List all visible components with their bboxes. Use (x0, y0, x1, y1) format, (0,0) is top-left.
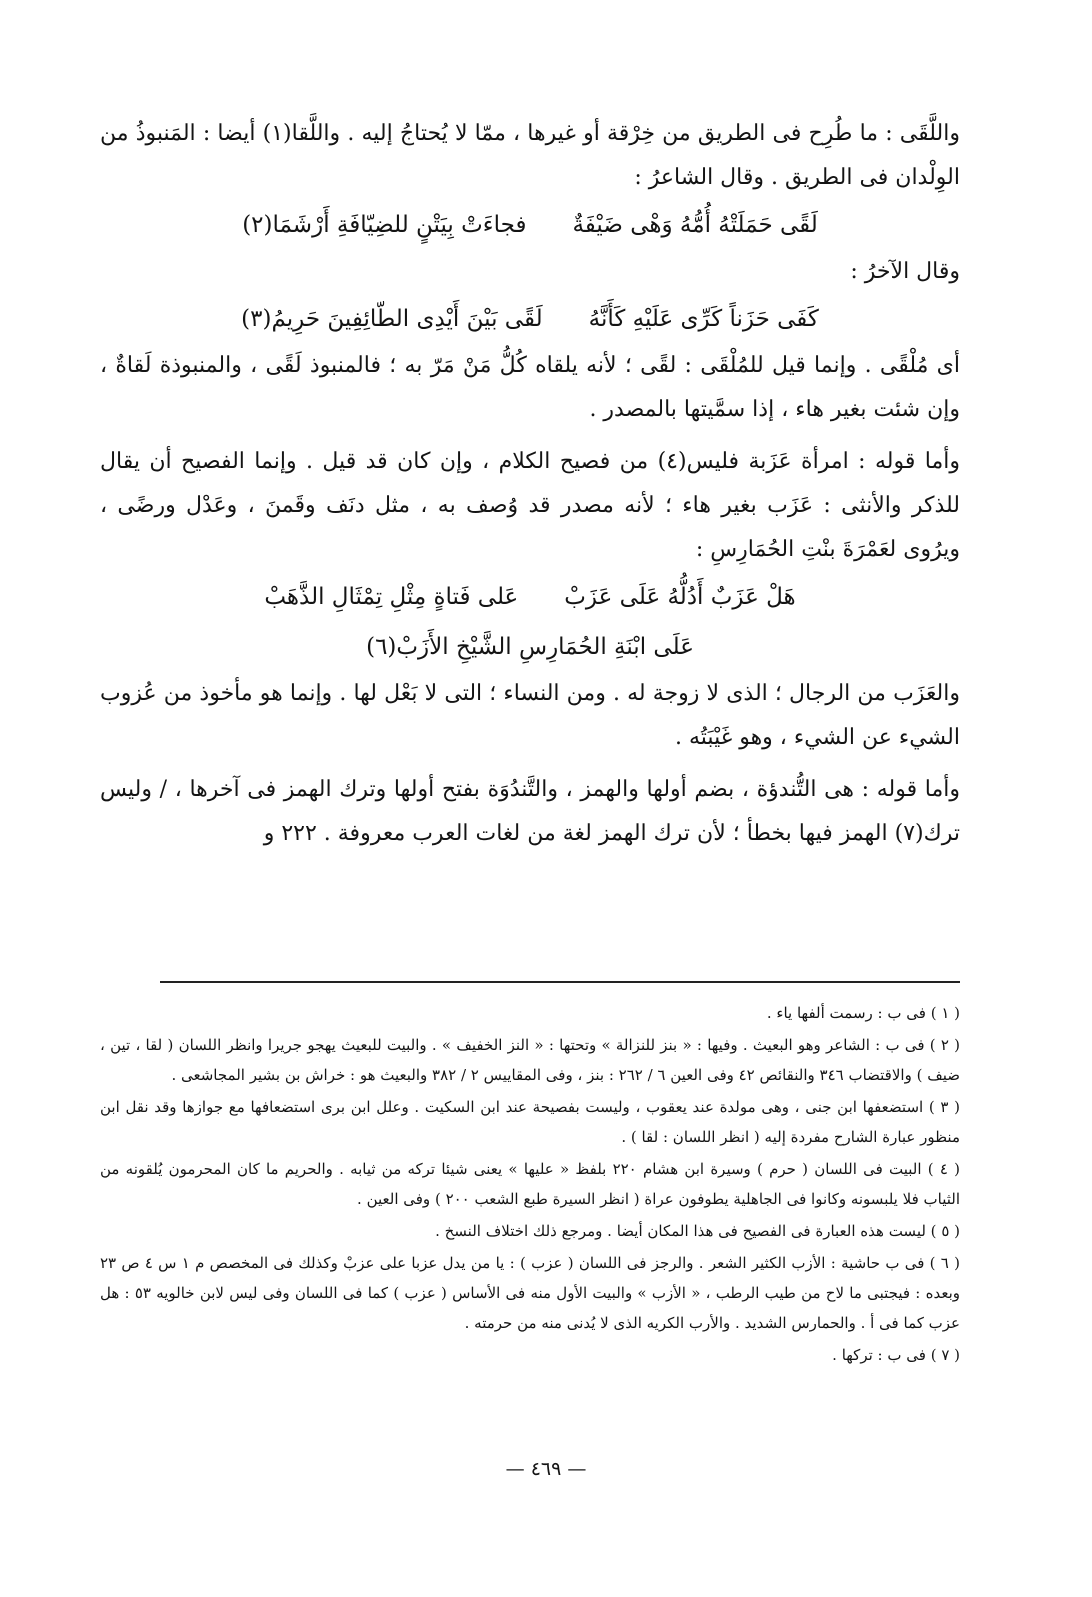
verse-2-hemistich-2: لَقًى بَيْنَ أَيْدِى الطّائِفِينَ حَرِيمُ(٣) (241, 306, 543, 332)
verse-1 (100, 200, 960, 250)
footnotes (100, 998, 960, 1372)
verse-3 (100, 572, 960, 622)
verse-4-line: عَلَى ابْنَةِ الحُمَارِسِ الشَّيْخِ الأَزَبْ(٦) (366, 634, 694, 660)
paragraph-5: والعَزَب من الرجال ؛ الذى لا زوجة له . ومن النساء ؛ التى لا بَعْل لها . وإنما هو مأخوذ من عُزوب الشيء عن الشيء ، وهو غَيْبَتُه . (100, 681, 961, 750)
footnote-5: ( ٥ ) ليست هذه العبارة فى الفصيح فى هذا المكان أيضا . ومرجع ذلك اختلاف النسخ . (435, 1222, 960, 1240)
paragraph-1: واللَّقَى : ما طُرِح فى الطريق من خِرْقة أو غيرها ، ممّا لا يُحتاجُ إليه . واللَّقا(١) أيضا : المَنبوذُ من الوِلْدان فى الطريق . وقال الشاعرُ : (100, 121, 960, 190)
page-number: — ٤٦٩ — (505, 1458, 587, 1480)
verse-3-hemistich-2: عَلى فَتاةٍ مِثْلِ تِمْثَالِ الذَّهَبْ (264, 584, 519, 610)
verse-2-hemistich-1: كَفَى حَزَناً كَرِّى عَلَيْهِ كَأَنَّهُ (588, 306, 819, 332)
verse-3-hemistich-1: هَلْ عَزَبٌ أَدُلُّهُ عَلَى عَزَبْ (564, 584, 796, 610)
footnote-7: ( ٧ ) فى ب : تركها . (832, 1346, 960, 1364)
verse-1-hemistich-2: فجاءَتْ بِيَتْنٍ للضِيّافَةِ أَرْشَمَا(٢) (242, 212, 527, 238)
paragraph-2: وقال الآخرُ : (850, 259, 960, 284)
paragraph-6: وأما قوله : هى التُّندؤة ، بضم أولها والهمز ، والتَّندُوَة بفتح أولها وترك الهمز فى آخرها ، / وليس ترك(٧) الهمز فيها بخطأ ؛ لأن ترك الهمز لغة من لغات العرب معروفة . ٢٢٢ و (100, 777, 960, 846)
footnote-4: ( ٤ ) البيت فى اللسان ( حرم ) وسيرة ابن هشام ٢٢٠ بلفظ « عليها » يعنى شيئا تركه من ثيابه . والحريم ما كان المحرمون يُلقونه من الثياب فلا يلبسونه وكانوا فى الجاهلية يطوفون عراة ( انظر السيرة طبع الشعب ٢٠٠ ) وفى العين . (100, 1160, 960, 1208)
verse-2 (100, 294, 960, 344)
verse-1-hemistich-1: لَقًى حَمَلَتْهُ أُمُّهُ وَهْى ضَيْفَةٌ (572, 212, 818, 238)
footnote-6: ( ٦ ) فى ب حاشية : الأزب الكثير الشعر . والرجز فى اللسان ( عزب ) : يا من يدل عزبا على عزبْ وكذلك فى المخصص م ١ س ٤ ص ٢٣ وبعده : فيجتبى ما لاح من طيب الرطب ، « الأزب » والبيت الأول منه فى الأساس ( عزب ) كما فى اللسان وفى ليس لابن خالويه ٥٣ : هل عزب كما فى أ . والحمارس الشديد . والأرب الكريه الذى لا يُدنى منه من حرمته . (100, 1254, 960, 1332)
footnote-3: ( ٣ ) استضعفها ابن جنى ، وهى مولدة عند يعقوب ، وليست بفصيحة عند ابن السكيت . وعلل ابن برى استضعافها مع جوازها وقد نقل ابن منظور عبارة الشارح مفردة إليه ( انظر اللسان : لقا ) . (100, 1098, 960, 1146)
verse-4 (100, 622, 960, 672)
paragraph-3: أى مُلْقًى . وإنما قيل للمُلْقَى : لقًى ؛ لأنه يلقاه كُلُّ مَنْ مَرّ به ؛ فالمنبوذ لَقًى ، والمنبوذة لَقاةٌ ، وإن شئت بغير هاء ، إذا سمَّيتها بالمصدر . (100, 353, 960, 422)
footnote-divider (160, 981, 960, 983)
main-text (100, 112, 960, 856)
footnote-1: ( ١ ) فى ب : رسمت ألفها ياء . (766, 1004, 960, 1022)
footnote-2: ( ٢ ) فى ب : الشاعر وهو البعيث . وفيها : « بنز للنزالة » وتحتها : « النز الخفيف » . والبيت للبعيث يهجو جريرا وانظر اللسان ( لقا ، تين ، ضيف ) والاقتضاب ٣٤٦ والنقائص ٤٢ وفى العين ٦ / ٢٦٢ : بنز ، وفى المقاييس ٢ / ٣٨٢ والبعيث هو : خراش بن بشير المجاشعى . (100, 1036, 961, 1084)
paragraph-4: وأما قوله : امرأة عَزَبة فليس(٤) من فصيح الكلام ، وإن كان قد قيل . وإنما الفصيح أن يقال للذكر والأنثى : عَزَب بغير هاء ؛ لأنه مصدر قد وُصف به ، مثل دنَف وقَمنَ ، وعَدْل ورضًى ، ويرُوى لعَمْرَةَ بنْتِ الحُمَارِسِ : (100, 449, 960, 562)
